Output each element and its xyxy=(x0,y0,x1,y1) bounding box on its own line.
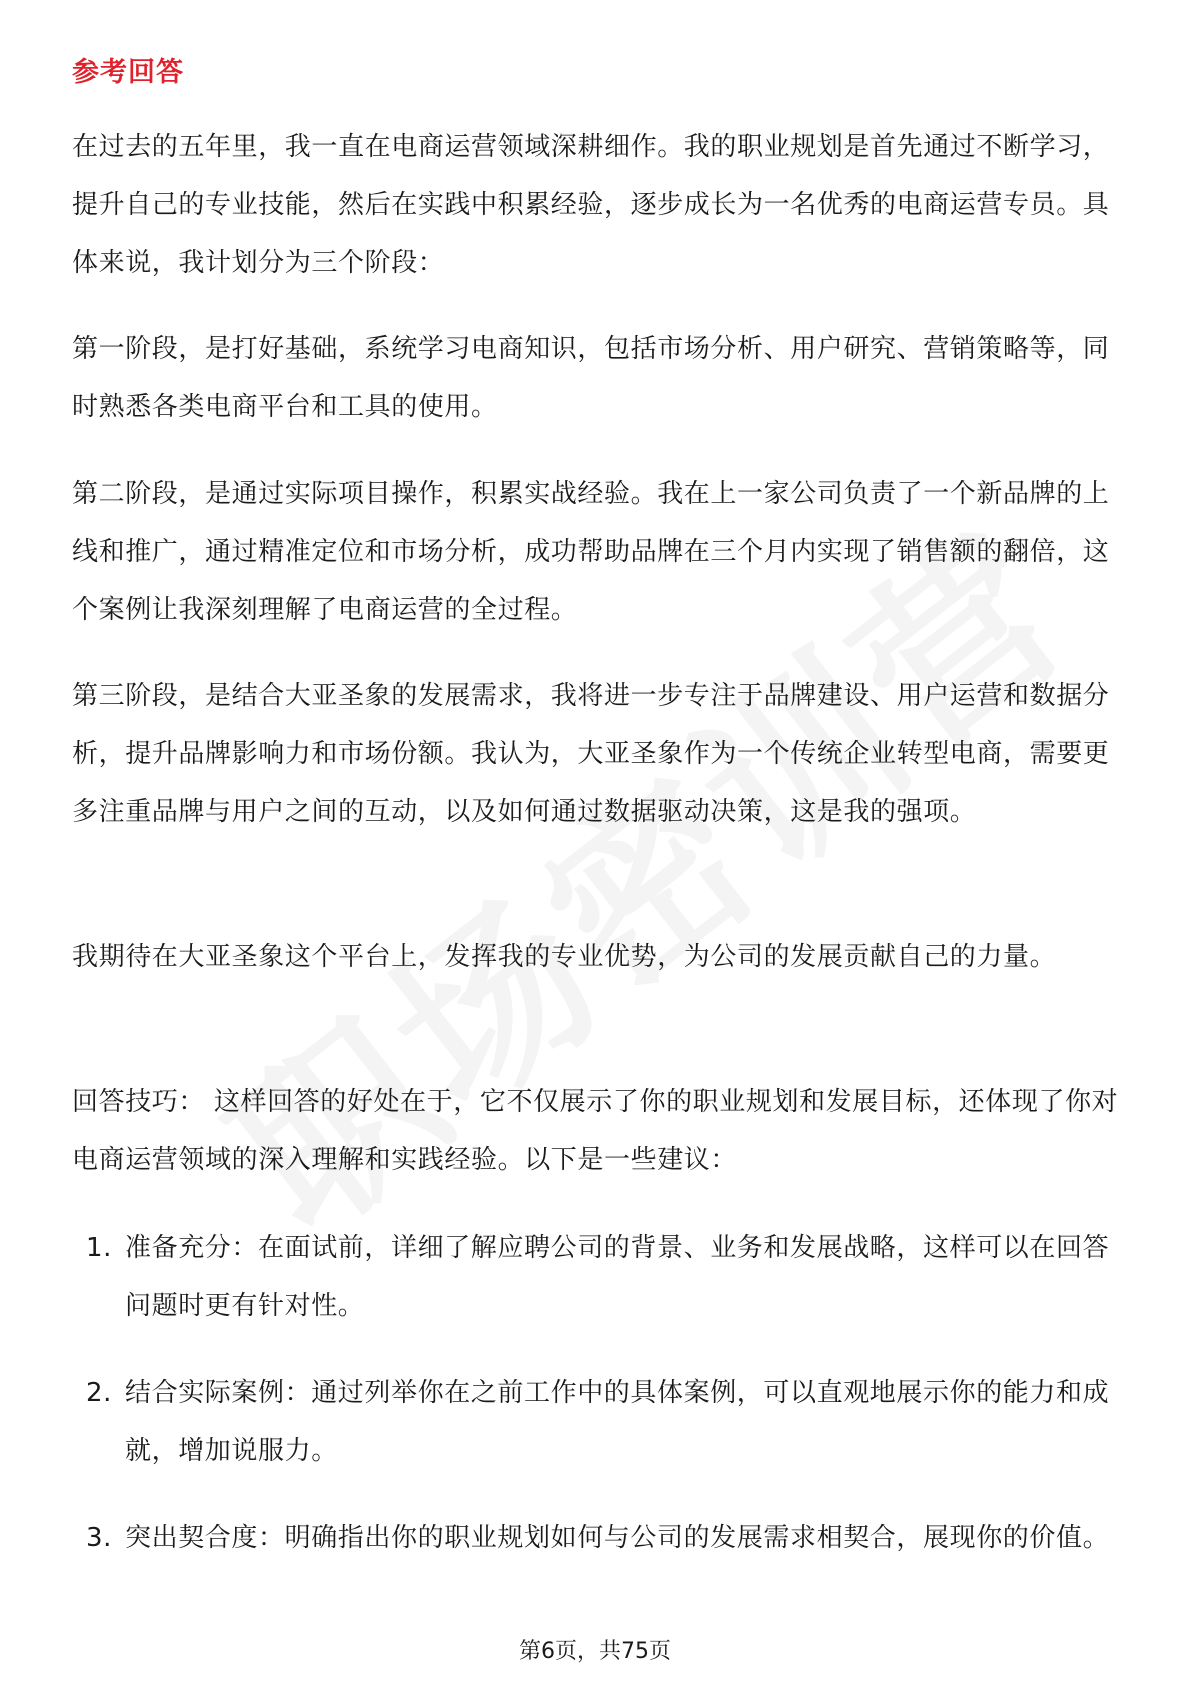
list-item-number: 2. xyxy=(86,1378,113,1408)
paragraph-stage-three: 第三阶段，是结合大亚圣象的发展需求，我将进一步专注于品牌建设、用户运营和数据分析，提升品牌影响力和市场份额。我认为，大亚圣象作为一个传统企业转型电商，需要更多注重品牌与用户之间的互动，以及如何通过数据驱动决策，这是我的强项。 xyxy=(72,681,1110,827)
paragraph-intro: 在过去的五年里，我一直在电商运营领域深耕细作。我的职业规划是首先通过不断学习，提升自己的专业技能，然后在实践中积累经验，逐步成长为一名优秀的电商运营专员。具体来说，我计划分为三个阶段： xyxy=(72,132,1110,278)
page-footer: 第6页，共75页 xyxy=(519,1639,671,1664)
list-item xyxy=(72,1364,1132,1480)
paragraph-answer-tips: 回答技巧： 这样回答的好处在于，它不仅展示了你的职业规划和发展目标，还体现了你对电商运营领域的深入理解和实践经验。以下是一些建议： xyxy=(72,1087,1119,1175)
list-item-number: 3. xyxy=(86,1523,113,1553)
list-item-text: 结合实际案例：通过列举你在之前工作中的具体案例，可以直观地展示你的能力和成就，增加说服力。 xyxy=(125,1378,1110,1466)
list-item-text: 准备充分：在面试前，详细了解应聘公司的背景、业务和发展战略，这样可以在回答问题时更有针对性。 xyxy=(125,1233,1110,1321)
paragraph-stage-one: 第一阶段，是打好基础，系统学习电商知识，包括市场分析、用户研究、营销策略等，同时熟悉各类电商平台和工具的使用。 xyxy=(72,334,1110,422)
paragraph-stage-two: 第二阶段，是通过实际项目操作，积累实战经验。我在上一家公司负责了一个新品牌的上线和推广，通过精准定位和市场分析，成功帮助品牌在三个月内实现了销售额的翻倍，这个案例让我深刻理解了电商运营的全过程。 xyxy=(72,479,1110,625)
list-item-text: 突出契合度：明确指出你的职业规划如何与公司的发展需求相契合，展现你的价值。 xyxy=(125,1523,1110,1553)
paragraph-expectation: 我期待在大亚圣象这个平台上，发挥我的专业优势，为公司的发展贡献自己的力量。 xyxy=(72,942,1057,972)
list-item xyxy=(72,1509,1132,1567)
list-item-number: 1. xyxy=(86,1233,113,1263)
section-title: 参考回答 xyxy=(72,57,184,88)
list-item xyxy=(72,1219,1132,1335)
